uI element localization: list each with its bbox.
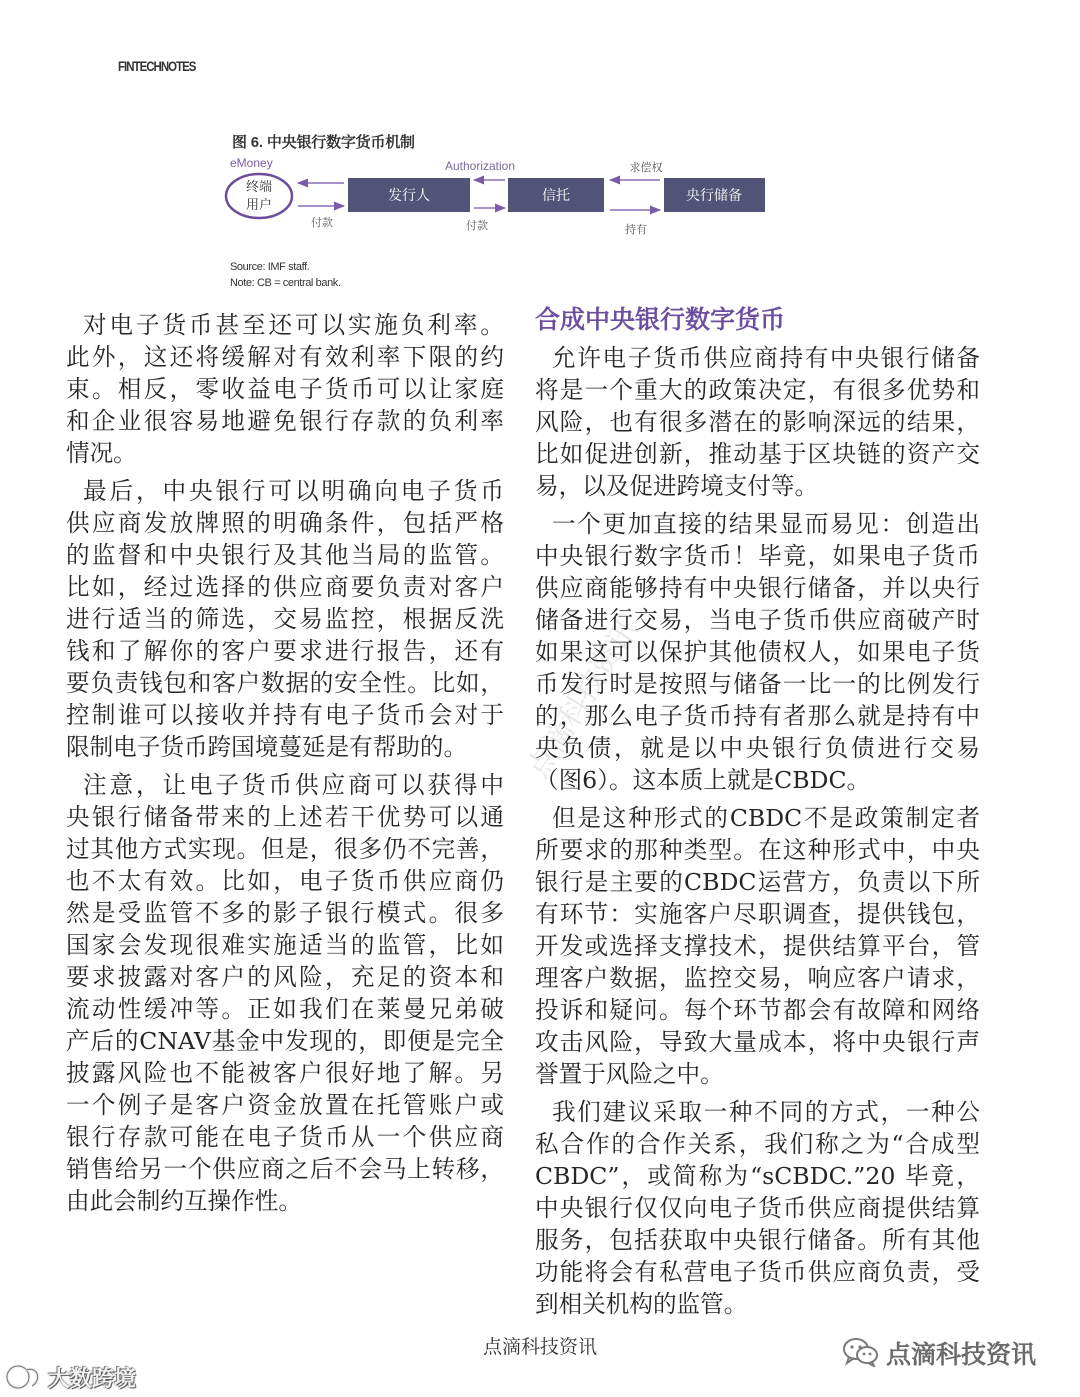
paragraph-line: 供应商发放牌照的明确条件，包括严格 xyxy=(66,509,504,537)
brand-logo-icon xyxy=(4,1360,44,1394)
left-column xyxy=(66,309,504,1223)
paragraph-line: 如果这可以保护其他债权人，如果电子货 xyxy=(535,638,980,666)
paragraph-line: 由此会制约互操作性。 xyxy=(66,1187,302,1215)
paragraph-line: 币发行时是按照与储备一比一的比例发行 xyxy=(535,670,980,698)
paragraph xyxy=(535,802,980,1090)
trust-label: 信托 xyxy=(542,188,570,204)
paragraph-line: 最后，中央银行可以明确向电子货币 xyxy=(83,477,504,505)
figure-note: Note: CB = central bank. xyxy=(230,277,341,289)
paragraph-line: 到相关机构的监管。 xyxy=(535,1290,748,1318)
cbdc-mechanism-diagram xyxy=(220,150,775,240)
paragraph-line: 所要求的那种类型。在这种形式中，中央 xyxy=(535,836,980,864)
paragraph-line: 比如促进创新，推动基于区块链的资产交 xyxy=(535,440,980,468)
end-user-label-line1: 终端 xyxy=(245,180,273,195)
paragraph-line: 供应商能够持有中央银行储备，并以央行 xyxy=(535,574,980,602)
central-bank-reserves-label: 央行储备 xyxy=(686,188,742,204)
paragraph xyxy=(66,309,504,469)
paragraph-line: 进行适当的筛选，交易监控，根据反洗 xyxy=(66,605,504,633)
paragraph-line: 要负责钱包和客户数据的安全性。比如， xyxy=(66,669,504,697)
paragraph-line: 控制谁可以接收并持有电子货币会对于 xyxy=(66,701,504,729)
paragraph-line: 然是受监管不多的影子银行模式。很多 xyxy=(66,899,504,927)
section-heading: 合成中央银行数字货币 xyxy=(535,305,786,334)
paragraph-line: 储备进行交易，当电子货币供应商破产时 xyxy=(535,606,980,634)
paragraph xyxy=(535,342,980,502)
payment-label-user-issuer: 付款 xyxy=(311,216,333,229)
paragraph-line: 允许电子货币供应商持有中央银行储备 xyxy=(552,344,980,372)
paragraph-line: 一个例子是客户资金放置在托管账户或 xyxy=(66,1091,504,1119)
paragraph-line: CBDC”，或简称为“sCBDC.”20 毕竟， xyxy=(535,1162,980,1190)
paragraph xyxy=(535,1096,980,1320)
paragraph-line: 也不太有效。比如，电子货币供应商仍 xyxy=(66,867,504,895)
paragraph-line: 产后的CNAV基金中发现的，即便是完全 xyxy=(66,1027,504,1055)
paragraph-line: 银行是主要的CBDC运营方，负责以下所 xyxy=(535,868,980,896)
paragraph-line: 注意，让电子货币供应商可以获得中 xyxy=(83,771,504,799)
paragraph-line: 披露风险也不能被客户很好地了解。另 xyxy=(66,1059,504,1087)
paragraph-line: 银行存款可能在电子货币从一个供应商 xyxy=(66,1123,504,1151)
claim-label: 求偿权 xyxy=(629,161,663,174)
paragraph-line: 有环节：实施客户尽职调查，提供钱包， xyxy=(535,900,980,928)
paragraph-line: 央负债，就是以中央银行负债进行交易 xyxy=(535,734,980,762)
paragraph-line: 风险，也有很多潜在的影响深远的结果， xyxy=(535,408,980,436)
wechat-icon xyxy=(843,1337,879,1367)
footer-publication-name: 点滴科技资讯 xyxy=(482,1336,597,1358)
paragraph-line: 服务，包括获取中央银行储备。所有其他 xyxy=(535,1226,980,1254)
paragraph-line: 誉置于风险之中。 xyxy=(535,1060,724,1088)
paragraph-line: 央银行储备带来的上述若干优势可以通 xyxy=(66,803,504,831)
diagonal-watermark: 点滴科技资讯 xyxy=(520,613,646,785)
paragraph-line: 中央银行仅仅向电子货币供应商提供结算 xyxy=(535,1194,980,1222)
figure-title: 图 6. 中央银行数字货币机制 xyxy=(232,134,415,151)
paragraph-line: 易，以及促进跨境支付等。 xyxy=(535,472,819,500)
paragraph xyxy=(535,508,980,796)
paragraph-line: 攻击风险，导致大量成本，将中央银行声 xyxy=(535,1028,980,1056)
paragraph-line: 和企业很容易地避免银行存款的负利率 xyxy=(66,407,504,435)
paragraph-line: 功能将会有私营电子货币供应商负责，受 xyxy=(535,1258,980,1286)
payment-label-issuer-trust: 付款 xyxy=(466,219,488,232)
paragraph-line: 但是这种形式的CBDC不是政策制定者 xyxy=(552,804,980,832)
paragraph-line: 此外，这还将缓解对有效利率下限的约 xyxy=(66,343,504,371)
corner-brand-watermark: 大数跨境 xyxy=(48,1367,137,1392)
figure-notes xyxy=(230,259,341,291)
issuer-label: 发行人 xyxy=(388,188,430,204)
paragraph-line: 要求披露对客户的风险，充足的资本和 xyxy=(66,963,504,991)
paragraph-line: 束。相反，零收益电子货币可以让家庭 xyxy=(66,375,504,403)
paragraph-line: 销售给另一个供应商之后不会马上转移， xyxy=(66,1155,504,1183)
paragraph-line: 我们建议采取一种不同的方式，一种公 xyxy=(552,1098,980,1126)
paragraph xyxy=(66,769,504,1217)
paragraph-line: 的，那么电子货币持有者那么就是持有中 xyxy=(535,702,980,730)
paragraph-line: 开发或选择支撑技术，提供结算平台，管 xyxy=(535,932,980,960)
holding-label: 持有 xyxy=(625,223,647,236)
wechat-account-name: 点滴科技资讯 xyxy=(886,1340,1037,1369)
emoney-label: eMoney xyxy=(230,156,273,170)
paragraph-line: 一个更加直接的结果显而易见：创造出 xyxy=(552,510,980,538)
end-user-label-line2: 用户 xyxy=(245,198,273,213)
paragraph-line: （图6）。这本质上就是CBDC。 xyxy=(535,766,871,794)
paragraph-line: 国家会发现很难实施适当的监管，比如 xyxy=(66,931,504,959)
right-column xyxy=(535,342,980,1326)
paragraph-line: 对电子货币甚至还可以实施负利率。 xyxy=(83,311,504,339)
authorization-label: Authorization xyxy=(444,159,516,173)
paragraph-line: 限制电子货币跨国境蔓延是有帮助的。 xyxy=(66,733,468,761)
running-header: FINTECHNOTES xyxy=(118,58,196,74)
paragraph-line: 钱和了解你的客户要求进行报告，还有 xyxy=(66,637,504,665)
paragraph-line: 中央银行数字货币！毕竟，如果电子货币 xyxy=(535,542,980,570)
paragraph-line: 投诉和疑问。每个环节都会有故障和网络 xyxy=(535,996,980,1024)
paragraph-line: 比如，经过选择的供应商要负责对客户 xyxy=(66,573,504,601)
figure-source: Source: IMF staff. xyxy=(230,261,310,273)
paragraph xyxy=(66,475,504,763)
paragraph-line: 流动性缓冲等。正如我们在莱曼兄弟破 xyxy=(66,995,504,1023)
paragraph-line: 的监督和中央银行及其他当局的监管。 xyxy=(66,541,504,569)
paragraph-line: 过其他方式实现。但是，很多仍不完善， xyxy=(66,835,504,863)
paragraph-line: 将是一个重大的政策决定，有很多优势和 xyxy=(535,376,980,404)
paragraph-line: 情况。 xyxy=(66,439,137,467)
paragraph-line: 私合作的合作关系，我们称之为“合成型 xyxy=(535,1130,980,1158)
paragraph-line: 理客户数据，监控交易，响应客户请求， xyxy=(535,964,980,992)
